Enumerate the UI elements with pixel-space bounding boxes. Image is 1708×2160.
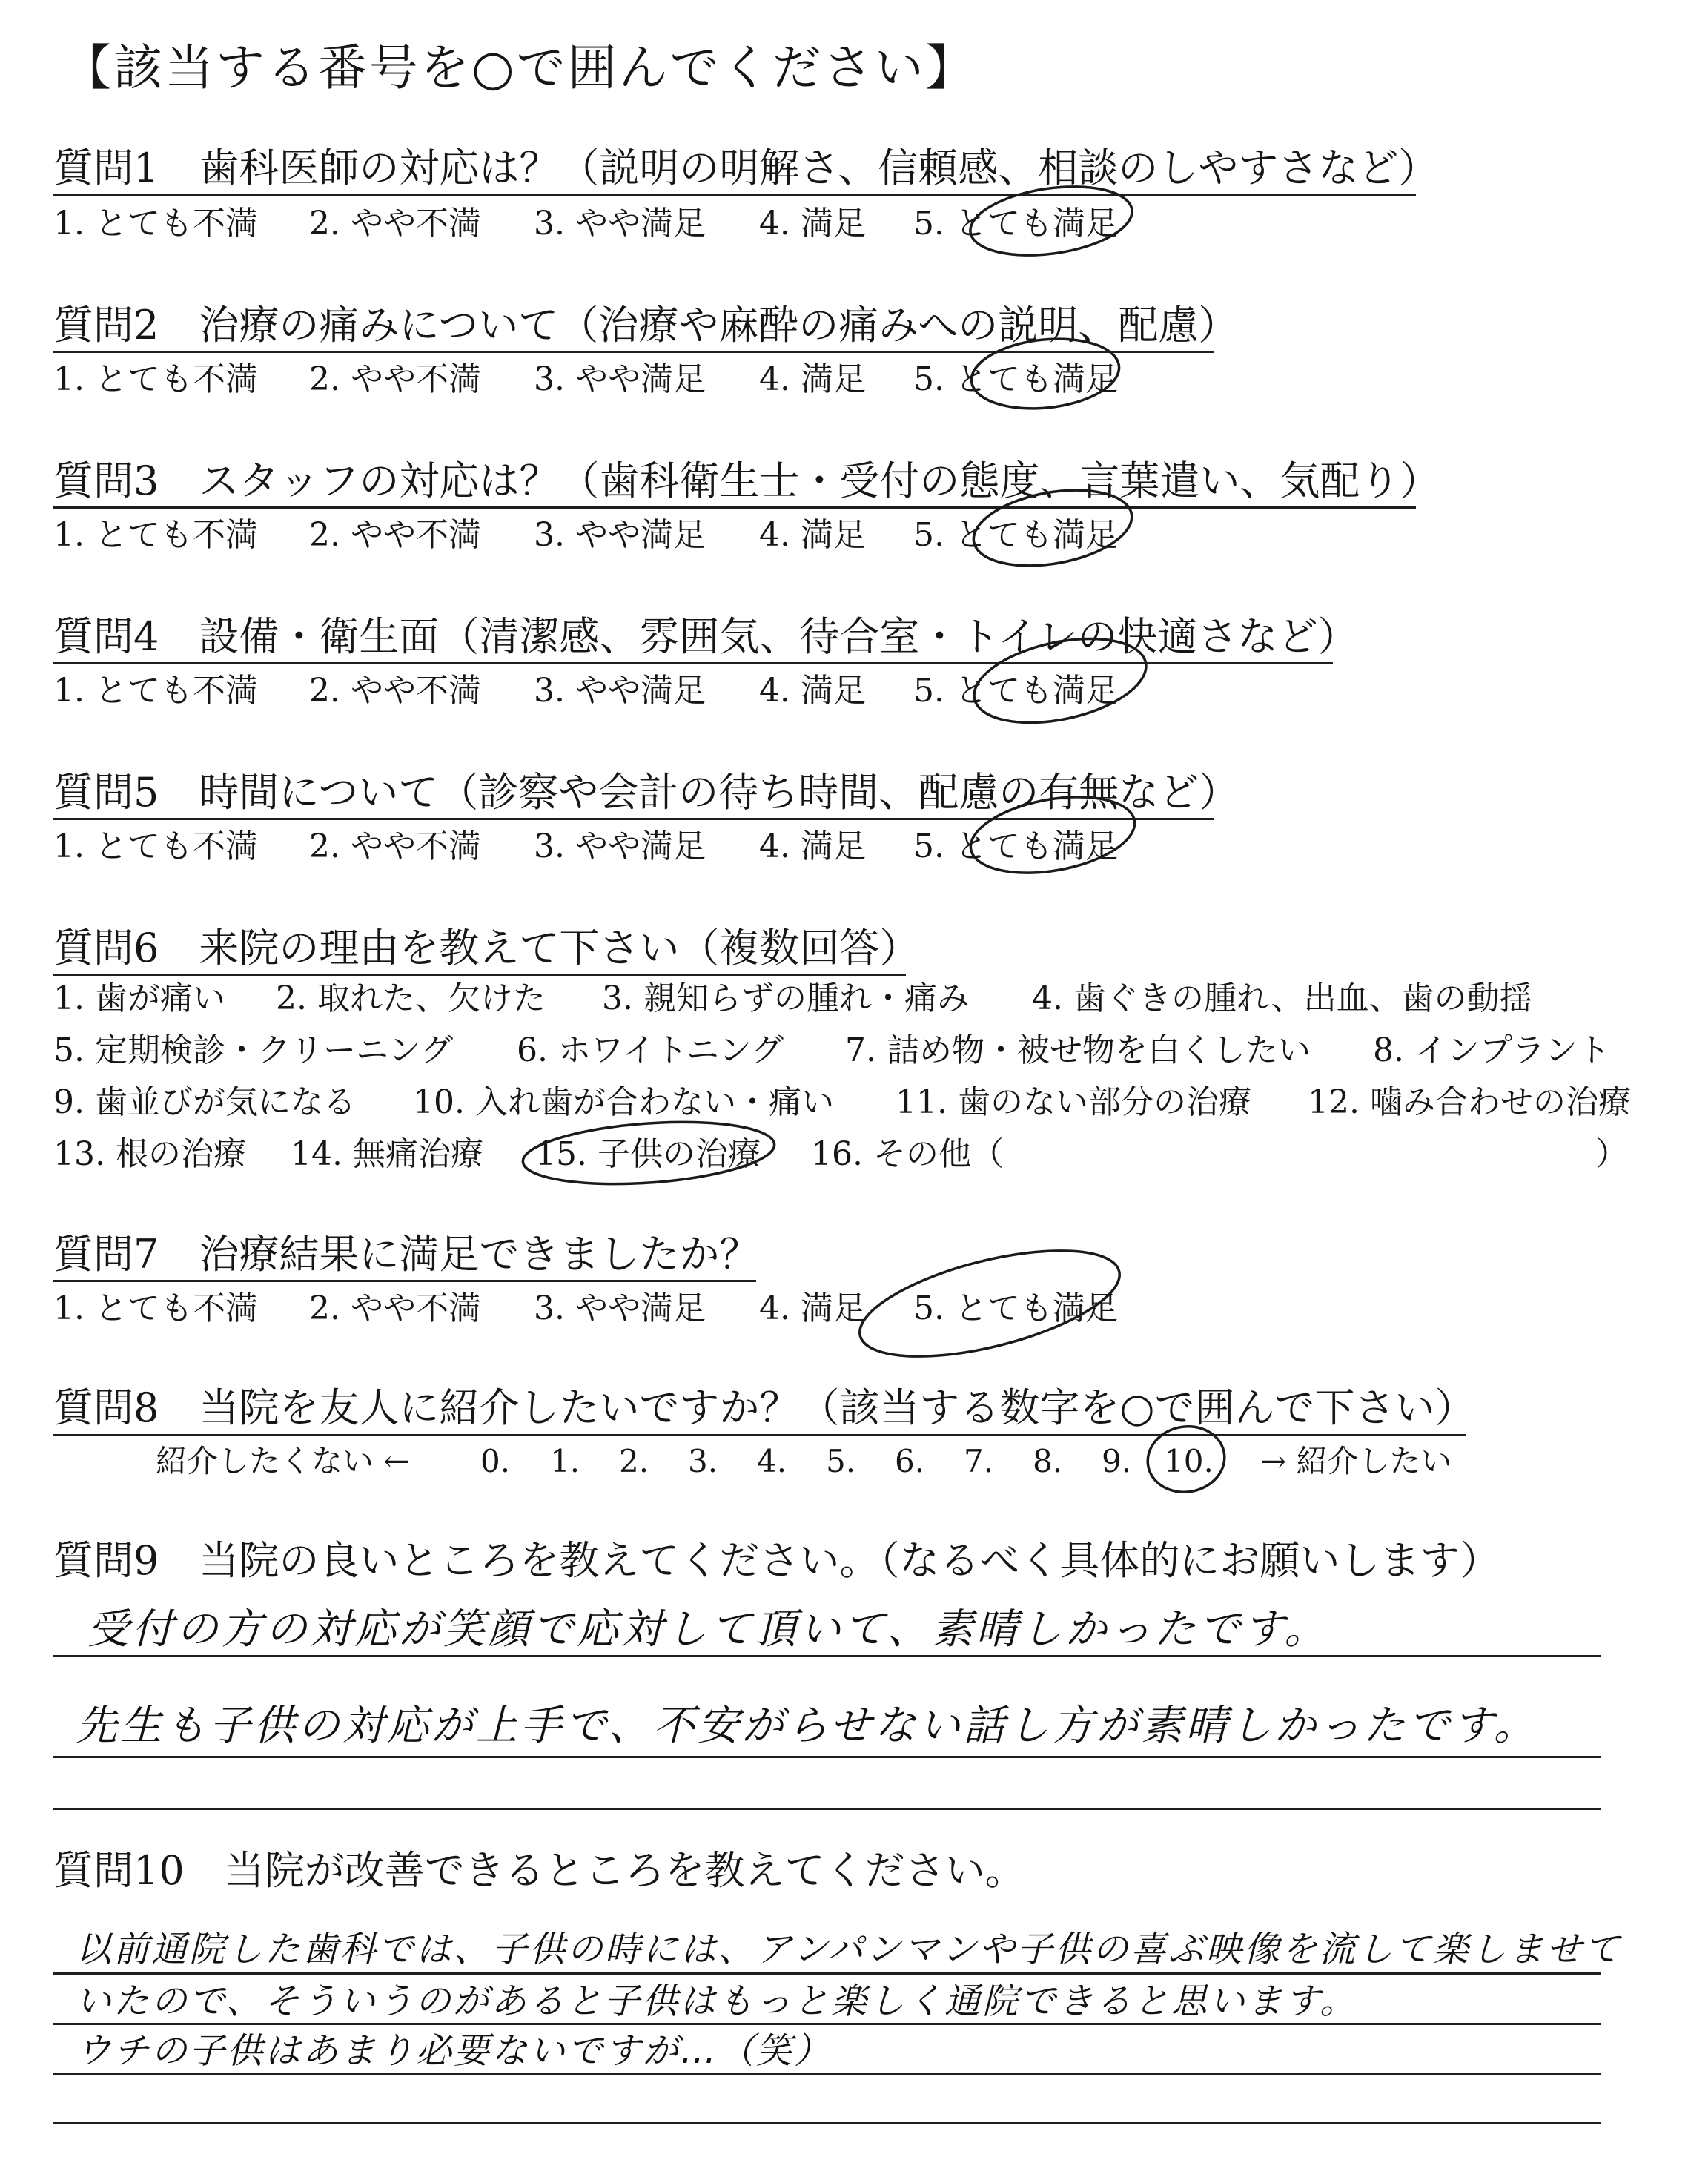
q9-title: 質問9 当院の良いところを教えてください。（なるべく具体的にお願いします） (53, 1537, 1500, 1584)
q2-underline (53, 351, 1214, 353)
q6-option-13[interactable]: 13. 根の治療 (53, 1135, 246, 1173)
q6-option-14[interactable]: 14. 無痛治療 (291, 1135, 483, 1173)
q6-option-7[interactable]: 7. 詰め物・被せ物を白くしたい (845, 1031, 1311, 1069)
q4-option-5[interactable]: 5. とても満足 (913, 672, 1118, 710)
q9-writing-line-1 (53, 1655, 1601, 1657)
q6-option-8[interactable]: 8. インプラント (1373, 1031, 1610, 1069)
q7-title: 質問7 治療結果に満足できましたか？ (53, 1231, 760, 1278)
q6-option-9[interactable]: 9. 歯並びが気になる (53, 1083, 356, 1121)
q9-writing-line-2 (53, 1756, 1601, 1758)
q6-option-2[interactable]: 2. 取れた、欠けた (276, 980, 546, 1017)
q6-option-11[interactable]: 11. 歯のない部分の治療 (896, 1083, 1251, 1121)
q2-title: 質問2 治療の痛みについて（治療や麻酔の痛みへの説明、配慮） (53, 302, 1239, 349)
q9-answer-line-2: 先生も子供の対応が上手で、不安がらせない話し方が素晴しかったです。 (76, 1702, 1538, 1750)
q5-option-3[interactable]: 3. やや満足 (534, 828, 706, 865)
q10-writing-line-4 (53, 2122, 1601, 2124)
q3-title: 質問3 スタッフの対応は？（歯科衛生士・受付の態度、言葉遣い、気配り） (53, 458, 1440, 504)
q6-option-3[interactable]: 3. 親知らずの腫れ・痛み (602, 980, 970, 1017)
q8-number-10[interactable]: 10. (1164, 1443, 1214, 1479)
q4-option-4[interactable]: 4. 満足 (759, 672, 866, 710)
q8-number-6[interactable]: 6. (895, 1443, 925, 1479)
q8-number-5[interactable]: 5. (826, 1443, 856, 1479)
q8-number-9[interactable]: 9. (1102, 1443, 1132, 1479)
q4-option-3[interactable]: 3. やや満足 (534, 672, 706, 710)
q8-number-3[interactable]: 3. (688, 1443, 718, 1479)
q10-answer-line-1: 以前通院した歯科では、子供の時には、アンパンマンや子供の喜ぶ映像を流して楽しませて (76, 1929, 1622, 1970)
q3-option-2[interactable]: 2. やや不満 (309, 516, 481, 554)
q4-title: 質問4 設備・衛生面（清潔感、雰囲気、待合室・トイレの快適さなど） (53, 613, 1358, 660)
q10-title: 質問10 当院が改善できるところを教えてください。 (53, 1847, 1025, 1894)
q8-underline (53, 1434, 1466, 1436)
q2-option-3[interactable]: 3. やや満足 (534, 360, 706, 398)
q6-underline (53, 974, 906, 976)
q3-option-3[interactable]: 3. やや満足 (534, 516, 706, 554)
q1-underline (53, 194, 1416, 196)
q6-option-16[interactable]: 16. その他（ (811, 1135, 1004, 1173)
q6-option-6[interactable]: 6. ホワイトニング (517, 1031, 784, 1069)
q5-option-2[interactable]: 2. やや不満 (309, 828, 481, 865)
q6-title: 質問6 来院の理由を教えて下さい（複数回答） (53, 925, 920, 971)
q9-answer-line-1: 受付の方の対応が笑顔で応対して頂いて、素晴しかったです。 (87, 1605, 1329, 1654)
q1-option-1[interactable]: 1. とても不満 (53, 205, 258, 242)
q8-right-label: → 紹介したい (1260, 1443, 1452, 1479)
q5-option-1[interactable]: 1. とても不満 (53, 828, 258, 865)
q9-writing-line-3 (53, 1808, 1601, 1810)
q4-option-2[interactable]: 2. やや不満 (309, 672, 481, 710)
q8-number-8[interactable]: 8. (1033, 1443, 1063, 1479)
q3-underline (53, 506, 1416, 509)
q3-option-4[interactable]: 4. 満足 (759, 516, 866, 554)
q6-option-12[interactable]: 12. 噛み合わせの治療 (1308, 1083, 1631, 1121)
q7-underline (53, 1280, 756, 1282)
q8-left-label: 紹介したくない ← (156, 1443, 410, 1479)
q2-option-4[interactable]: 4. 満足 (759, 360, 866, 398)
q10-answer-line-3: ウチの子供はあまり必要ないですが…（笑） (76, 2030, 833, 2072)
q1-option-2[interactable]: 2. やや不満 (309, 205, 481, 242)
q6-option-16-close: ） (1595, 1135, 1628, 1173)
instruction-header: 【該当する番号を○で囲んでください】 (62, 39, 977, 96)
q8-number-0[interactable]: 0. (480, 1443, 511, 1479)
q5-underline (53, 818, 1214, 820)
q7-option-1[interactable]: 1. とても不満 (53, 1289, 258, 1327)
q10-writing-line-1 (53, 1972, 1601, 1975)
q8-number-4[interactable]: 4. (757, 1443, 787, 1479)
q1-option-5[interactable]: 5. とても満足 (913, 205, 1118, 242)
q7-option-4[interactable]: 4. 満足 (759, 1289, 866, 1327)
q2-option-5[interactable]: 5. とても満足 (913, 360, 1118, 398)
q6-option-4[interactable]: 4. 歯ぐきの腫れ、出血、歯の動揺 (1032, 980, 1532, 1017)
q5-title: 質問5 時間について（診察や会計の待ち時間、配慮の有無など） (53, 769, 1239, 816)
q7-option-3[interactable]: 3. やや満足 (534, 1289, 706, 1327)
q4-option-1[interactable]: 1. とても不満 (53, 672, 258, 710)
q5-option-4[interactable]: 4. 満足 (759, 828, 866, 865)
q3-option-1[interactable]: 1. とても不満 (53, 516, 258, 554)
q7-option-2[interactable]: 2. やや不満 (309, 1289, 481, 1327)
q2-option-1[interactable]: 1. とても不満 (53, 360, 258, 398)
q6-option-15[interactable]: 15. 子供の治療 (535, 1135, 761, 1173)
q10-writing-line-2 (53, 2023, 1601, 2025)
q6-option-10[interactable]: 10. 入れ歯が合わない・痛い (413, 1083, 834, 1121)
q1-option-4[interactable]: 4. 満足 (759, 205, 866, 242)
q1-option-3[interactable]: 3. やや満足 (534, 205, 706, 242)
q8-number-7[interactable]: 7. (964, 1443, 994, 1479)
q7-option-5[interactable]: 5. とても満足 (913, 1289, 1118, 1327)
q2-option-2[interactable]: 2. やや不満 (309, 360, 481, 398)
q1-title: 質問1 歯科医師の対応は？（説明の明解さ、信頼感、相談のしやすさなど） (53, 145, 1439, 191)
q6-option-1[interactable]: 1. 歯が痛い (53, 980, 225, 1017)
q8-title: 質問8 当院を友人に紹介したいですか？（該当する数字を○で囲んで下さい） (53, 1384, 1475, 1431)
q4-underline (53, 662, 1333, 664)
q8-number-2[interactable]: 2. (619, 1443, 649, 1479)
q6-option-5[interactable]: 5. 定期検診・クリーニング (53, 1031, 454, 1069)
q8-number-1[interactable]: 1. (550, 1443, 580, 1479)
q10-writing-line-3 (53, 2073, 1601, 2075)
q3-option-5[interactable]: 5. とても満足 (913, 516, 1118, 554)
q5-option-5[interactable]: 5. とても満足 (913, 828, 1118, 865)
q10-answer-line-2: いたので、そういうのがあると子供はもっと楽しく通院できると思います。 (76, 1981, 1358, 2022)
